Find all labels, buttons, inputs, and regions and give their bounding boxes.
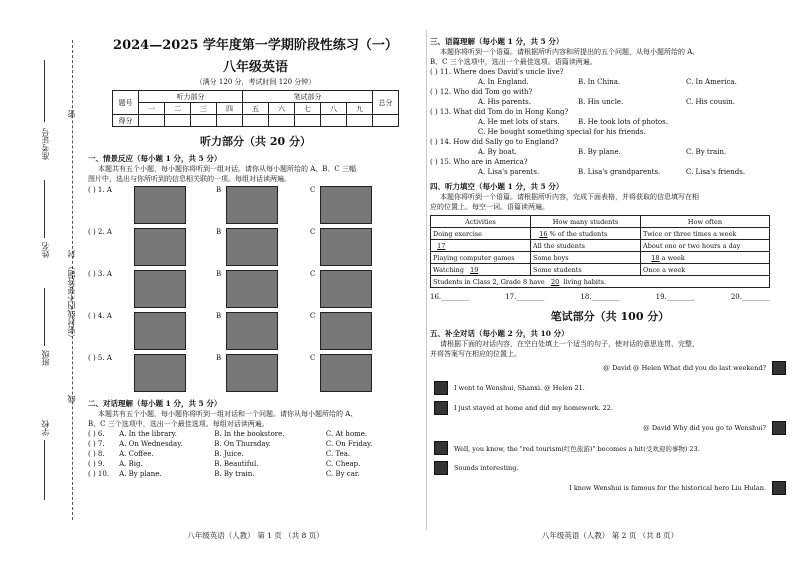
option-b: B. On Thursday. [214,440,271,448]
q3-title: 三、语篇理解（每小题 1 分，共 5 分） [430,37,564,46]
dialogue-text: I know Wenshui is famous for the historical hero Liu Hulan. [569,484,766,492]
dialogue-text: Well, you know, the "red tourism(红色旅游)" becomes a hit(受欢迎的事物) 23. [454,445,700,453]
picture-a [134,186,186,224]
exam-subtitle: 八年级英语 [222,60,288,75]
picture-row [88,310,423,352]
score-col: 二 [165,103,191,115]
option-a: A. Lisa's parents. [478,168,540,176]
class-line[interactable] [44,288,45,346]
picture-a [134,312,186,350]
table-header: How many students [531,216,641,228]
question-row [88,439,423,449]
question-number[interactable]: ( ) 1. A [88,186,112,194]
option-b: B. In China. [578,78,621,86]
question-number[interactable]: ( ) 7. [88,440,105,448]
score-table-total: 总分 [373,91,399,115]
david-avatar [434,441,448,455]
dialogue-line [430,419,790,439]
option-a: A. Big. [119,460,143,468]
left-page [88,0,423,561]
score-table-listening: 听力部分 [139,91,243,103]
picture-b [226,270,278,308]
option-b: B [216,228,222,236]
dialogue-line [430,479,790,499]
question-options [430,167,790,177]
option-a: A. He met lots of stars. [478,118,560,126]
question-number[interactable]: ( ) 8. [88,450,105,458]
score-cell[interactable] [139,115,165,127]
answer-blank[interactable]: 16.________ [430,293,470,301]
option-c: C. Lisa's friends. [686,168,746,176]
q3-desc: B、C 三个选项中，选出一个最佳选项。语篇读两遍。 [430,58,597,66]
helen-avatar [772,421,786,435]
option-a: A. Coffee. [119,450,154,458]
table-cell: Doing exercise [431,228,531,240]
helen-avatar [772,481,786,495]
question-text[interactable]: ( ) 12. Who did Tom go with? [430,88,533,96]
option-b: B. Beautiful. [214,460,259,468]
dialogue-text: I went to Wenshui, Shanxi. @ Helen 21. [454,384,585,392]
table-cell [431,264,531,276]
exam-meta: （满分 120 分，考试时间 120 分钟） [195,78,316,86]
score-col: 四 [217,103,243,115]
david-avatar [434,381,448,395]
question-row [88,429,423,439]
dialogue-text: @ David @ Helen What did you do last weekend? [603,364,766,372]
score-cell[interactable] [191,115,217,127]
page-divider [426,30,427,530]
dialogue-text: Sounds interesting. [454,464,519,472]
option-a: A. By boat. [478,148,517,156]
seal-char-mi: 密 [67,110,76,118]
name-label: 姓名 [41,242,50,258]
option-a: A. In the library. [119,430,177,438]
question-number[interactable]: ( ) 9. [88,460,105,468]
option-c: C [310,228,316,236]
option-c: C [310,270,316,278]
table-cell [531,228,641,240]
table-cell: Playing computer games [431,252,531,264]
picture-row [88,184,423,226]
cell-text: % of the students [549,229,608,238]
table-cell: All the students [531,240,641,252]
dialogue-line [430,459,790,479]
table-row [431,276,770,288]
question-options [430,117,790,127]
score-table-written: 笔试部分 [243,91,373,103]
exam-number-label: 准考证号 [41,128,50,160]
q5-desc: 请根据下面的对话内容，在空白处填上一个适当的句子，使对话的意思连贯、完整， [440,340,699,348]
score-col: 三 [191,103,217,115]
table-cell [431,276,770,288]
score-cell[interactable] [347,115,373,127]
question-options [430,77,790,87]
question-text[interactable]: ( ) 13. What did Tom do in Hong Kong? [430,108,569,116]
option-c: C. He bought something special for his friends. [478,128,646,136]
question-text[interactable]: ( ) 14. How did Sally go to England? [430,138,559,146]
picture-row [88,268,423,310]
score-cell[interactable] [217,115,243,127]
cell-text: living habits. [563,277,607,286]
q3-items [430,67,790,177]
blank-16[interactable]: 16 [539,229,548,238]
option-c: C. At home. [325,430,368,438]
q1-desc: 本题共有五个小题，每小题你将听到一组对话。请你从每小题所给的 A、B、C 三幅 [98,165,357,173]
option-b: B. Juice. [214,450,244,458]
option-a: A. In England. [478,78,529,86]
dialogue-line [430,439,790,459]
score-col: 七 [295,103,321,115]
question-options [430,147,790,157]
picture-a [134,270,186,308]
cell-text: a week [661,253,685,262]
cell-text: Watching [433,265,464,274]
option-b: B. His uncle. [578,98,624,106]
option-b: B [216,312,222,320]
score-row-label: 得分 [113,115,139,127]
score-table [112,90,399,127]
answer-blank[interactable]: 18.________ [580,293,620,301]
picture-c [320,228,372,266]
picture-row [88,226,423,268]
score-col: 八 [321,103,347,115]
option-a: A. His parents. [478,98,531,106]
table-header: How often [641,216,770,228]
blank-19[interactable]: 19 [470,265,479,274]
table-cell: Twice or three times a week [641,228,770,240]
picture-b [226,186,278,224]
score-cell[interactable] [243,115,269,127]
option-b: B [216,270,222,278]
score-col: 六 [269,103,295,115]
q1-desc: 图片中，选出与你所听到的信息相关联的一项。每组对话读两遍。 [88,175,291,183]
picture-a [134,354,186,392]
score-table-qno: 题号 [113,91,139,115]
table-cell: Some boys [531,252,641,264]
written-section-head: 笔试部分（共 100 分） [550,310,670,323]
question-number[interactable]: ( ) 3. A [88,270,112,278]
q2-title: 二、对话理解（每小题 1 分，共 5 分） [88,399,222,408]
blank-20[interactable]: 20 [550,277,560,286]
question-text[interactable]: ( ) 15. Who are in America? [430,158,528,166]
school-line[interactable] [44,440,45,500]
picture-c [320,186,372,224]
option-b: B. By plane. [578,148,621,156]
q2-desc: B、C 三个选项中，选出一个最佳选项。每组对话读两遍。 [88,420,269,428]
table-cell: Some students [531,264,641,276]
dialogue-line [430,359,790,379]
option-c: C [310,312,316,320]
table-row [431,252,770,264]
table-header: Activities [431,216,531,228]
seal-char-xian: 线 [67,395,76,403]
answer-blank[interactable]: 17.________ [505,293,545,301]
question-row [88,449,423,459]
option-c: C. His cousin. [686,98,735,106]
dialogue-line [430,379,790,399]
class-label: 班级 [41,350,50,366]
dialogue-text: @ David Why did you go to Wenshui? [643,424,766,432]
q1-title: 一、情景反应（每小题 1 分，共 5 分） [88,154,222,163]
page-footer: 八年级英语（人教） 第 2 页 （共 8 页） [541,531,679,540]
page-footer: 八年级英语（人教） 第 1 页 （共 8 页） [187,531,324,540]
david-avatar [434,461,448,475]
picture-b [226,312,278,350]
q3-desc: 本题你将听到一个语篇。请根据所听内容和所提出的五个问题，从每小题所给的 A、 [440,48,700,56]
name-line[interactable] [44,180,45,238]
question-row [88,469,423,479]
option-a: A. By plane. [119,470,162,478]
option-c: C. On Friday. [325,440,373,448]
answer-blank[interactable]: 20.________ [730,293,770,301]
option-b: B. He took lots of photos. [578,118,668,126]
dialogue [430,359,790,499]
option-b: B [216,354,222,362]
picture-c [320,270,372,308]
q4-title: 四、听力填空（每小题 1 分，共 5 分） [430,182,564,191]
q5-desc: 并将答案写在相应的位置上。 [430,350,521,358]
seal-char-feng: 封 [67,250,76,258]
table-row [431,264,770,276]
right-page [430,0,790,561]
david-avatar [434,401,448,415]
picture-b [226,228,278,266]
option-b: B [216,186,222,194]
option-c: C. In America. [686,78,737,86]
score-cell[interactable] [295,115,321,127]
question-number[interactable]: ( ) 2. A [88,228,112,236]
score-cell[interactable] [269,115,295,127]
question-number[interactable]: ( ) 4. A [88,312,112,320]
option-c: C [310,354,316,362]
q4-desc: 应的位置上。每空一词。语篇读两遍。 [430,203,549,211]
table-row [431,240,770,252]
option-b: B. Lisa's grandparents. [578,168,661,176]
binding-margin [0,0,88,561]
dialogue-line [430,399,790,419]
question-number[interactable]: ( ) 5. A [88,354,112,362]
table-cell [431,240,531,252]
exam-number-line[interactable] [44,60,45,122]
score-cell[interactable] [321,115,347,127]
blank-17[interactable]: 17 [437,241,446,250]
question-number[interactable]: ( ) 6. [88,430,105,438]
option-c: C. By train. [686,148,727,156]
option-c: C. Cheap. [325,460,361,468]
q4-answer-lines [430,293,770,301]
school-label: 学校 [41,420,50,436]
picture-a [134,228,186,266]
blank-18[interactable]: 18 [651,253,660,262]
picture-row [88,352,423,394]
table-cell: Once a week [641,264,770,276]
helen-avatar [772,361,786,375]
listening-section-head: 听力部分（共 20 分） [200,135,311,148]
table-cell: About one or two hours a day [641,240,770,252]
question-number[interactable]: ( ) 10. [88,470,110,478]
dialogue-text: I just stayed at home and did my homework. 22. [454,404,613,412]
q1-picture-rows [88,184,423,394]
q2-desc: 本题共有五个小题，每小题你将听到一组对话和一个问题。请你从每小题所给的 A、 [98,410,358,418]
exam-title: 2024—2025 学年度第一学期阶段性练习（一） [113,38,398,53]
option-c: C. Tea. [325,450,351,458]
q2-options [88,429,423,479]
option-c: C. By car. [325,470,360,478]
question-text[interactable]: ( ) 11. Where does David's uncle live? [430,68,564,76]
picture-b [226,354,278,392]
option-b: B. In the bookstore. [214,430,285,438]
picture-c [320,312,372,350]
listening-table [430,215,770,288]
score-col: 一 [139,103,165,115]
q4-desc: 本题你将听到一个语篇。请根据所听内容，完成下面表格，并将获取的信息填写在相 [440,193,699,201]
table-row [431,228,770,240]
question-row [88,459,423,469]
answer-blank[interactable]: 19.________ [655,293,695,301]
option-c: C [310,186,316,194]
table-cell [641,252,770,264]
cell-text: Students in Class 2, Grade 8 have [433,277,545,286]
score-col: 五 [243,103,269,115]
score-cell[interactable] [373,115,399,127]
seal-note: （密封线内不要答题） [67,262,76,342]
question-options [430,97,790,107]
q5-title: 五、补全对话（每小题 2 分，共 10 分） [430,329,569,338]
option-a: A. On Wednesday. [119,440,183,448]
picture-c [320,354,372,392]
score-cell[interactable] [165,115,191,127]
question-options [430,127,790,137]
option-b: B. By train. [214,470,255,478]
score-col: 九 [347,103,373,115]
